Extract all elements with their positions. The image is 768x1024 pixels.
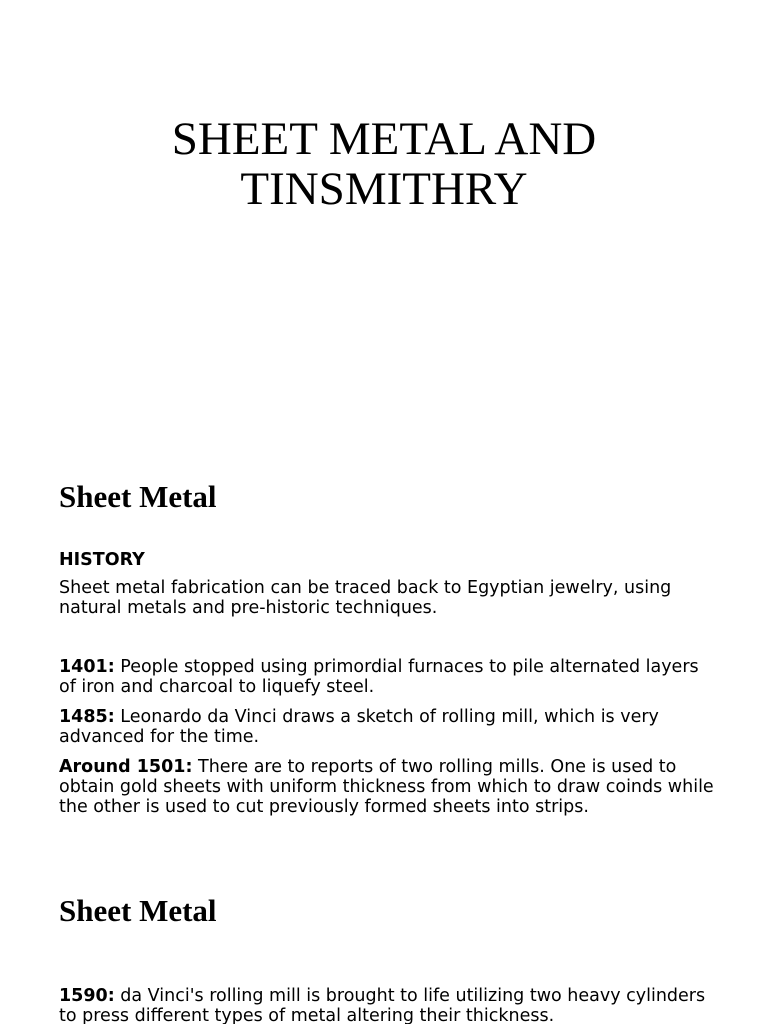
document-title	[0, 114, 768, 214]
intro-paragraph: Sheet metal fabrication can be traced back to Egyptian jewelry, using natural metals and pre-historic techniques.	[59, 578, 672, 618]
history-entry-1501	[59, 757, 719, 817]
history-entry-year: Around 1501:	[59, 757, 193, 777]
history-entry-1590	[59, 986, 719, 1024]
history-entry-text: Leonardo da Vinci draws a sketch of rolling mill, which is very advanced for the time.	[59, 707, 659, 747]
history-entry-1485	[59, 707, 719, 747]
section-heading-sheet-metal: Sheet Metal	[59, 479, 217, 514]
history-entry-year: 1485:	[59, 707, 115, 727]
document-title-line-1: SHEET METAL AND	[171, 113, 597, 165]
history-label: HISTORY	[59, 550, 145, 570]
section-heading-sheet-metal-2: Sheet Metal	[59, 893, 217, 928]
history-entry-year: 1590:	[59, 986, 115, 1006]
history-entry-text: People stopped using primordial furnaces to pile alternated layers of iron and charcoal to liquefy steel.	[59, 657, 699, 697]
history-entry-text: There are to reports of two rolling mills. One is used to obtain gold sheets with uniform thickness from which to draw coinds while the other is used to cut previously formed sheets into strips.	[59, 757, 714, 817]
history-entry-text: da Vinci's rolling mill is brought to life utilizing two heavy cylinders to press different types of metal altering their thickness.	[59, 986, 706, 1024]
document-title-line-2: TINSMITHRY	[240, 163, 528, 215]
history-entry-1401	[59, 657, 719, 697]
history-entry-year: 1401:	[59, 657, 115, 677]
